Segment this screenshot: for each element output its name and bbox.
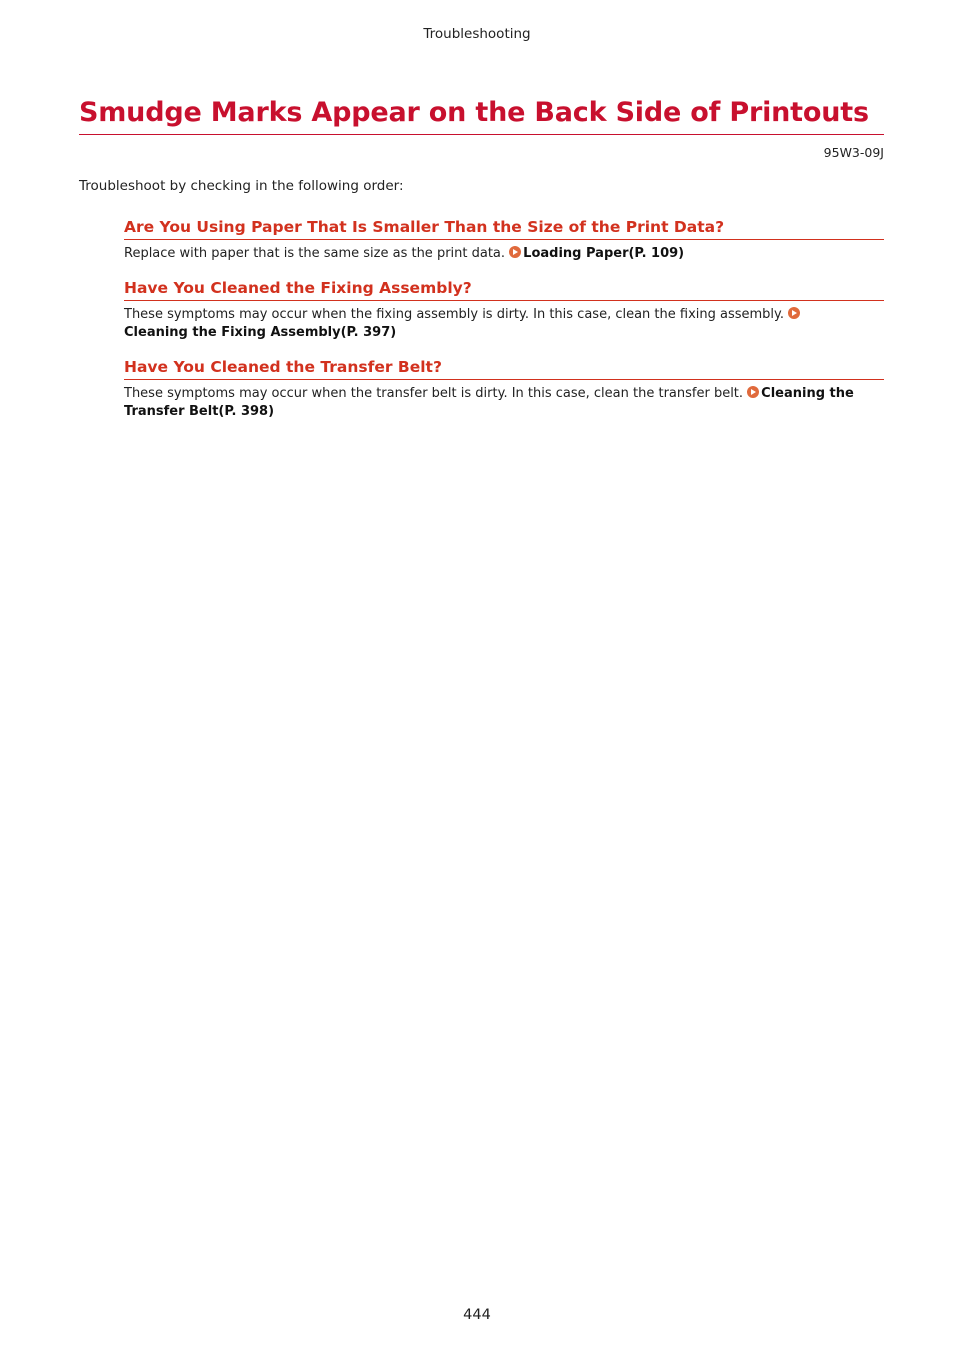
section-body-text: Replace with paper that is the same size as the print data. [124,246,510,261]
loading-paper-link[interactable] [509,246,684,261]
intro-text: Troubleshoot by checking in the following order: [79,178,404,194]
running-header: Troubleshooting [423,26,531,42]
section-heading: Have You Cleaned the Fixing Assembly? [124,277,884,301]
section-fixing-assembly [124,277,884,342]
document-code: 95W3-09J [823,145,884,160]
section-body-text: These symptoms may occur when the fixing assembly is dirty. In this case, clean the fixing assembly. [124,307,789,322]
link-text[interactable]: Cleaning the Transfer Belt(P. 398) [124,386,854,419]
section-body [124,385,884,421]
arrow-right-circle-icon [509,246,521,258]
link-text[interactable]: Cleaning the Fixing Assembly(P. 397) [124,325,397,340]
section-heading: Are You Using Paper That Is Smaller Than the Size of the Print Data? [124,216,884,240]
section-body [124,245,884,263]
page-title: Smudge Marks Appear on the Back Side of Printouts [79,94,884,135]
title-block [79,94,884,160]
section-body-text: These symptoms may occur when the transfer belt is dirty. In this case, clean the transfer belt. [124,386,748,401]
section-heading: Have You Cleaned the Transfer Belt? [124,356,884,380]
section-body [124,306,884,342]
section-transfer-belt [124,356,884,421]
troubleshooting-sections [124,216,884,435]
link-text[interactable]: Loading Paper(P. 109) [523,246,685,261]
arrow-right-circle-icon [788,307,800,319]
section-paper-size [124,216,884,263]
arrow-right-circle-icon [747,386,759,398]
page-number: 444 [463,1307,491,1323]
